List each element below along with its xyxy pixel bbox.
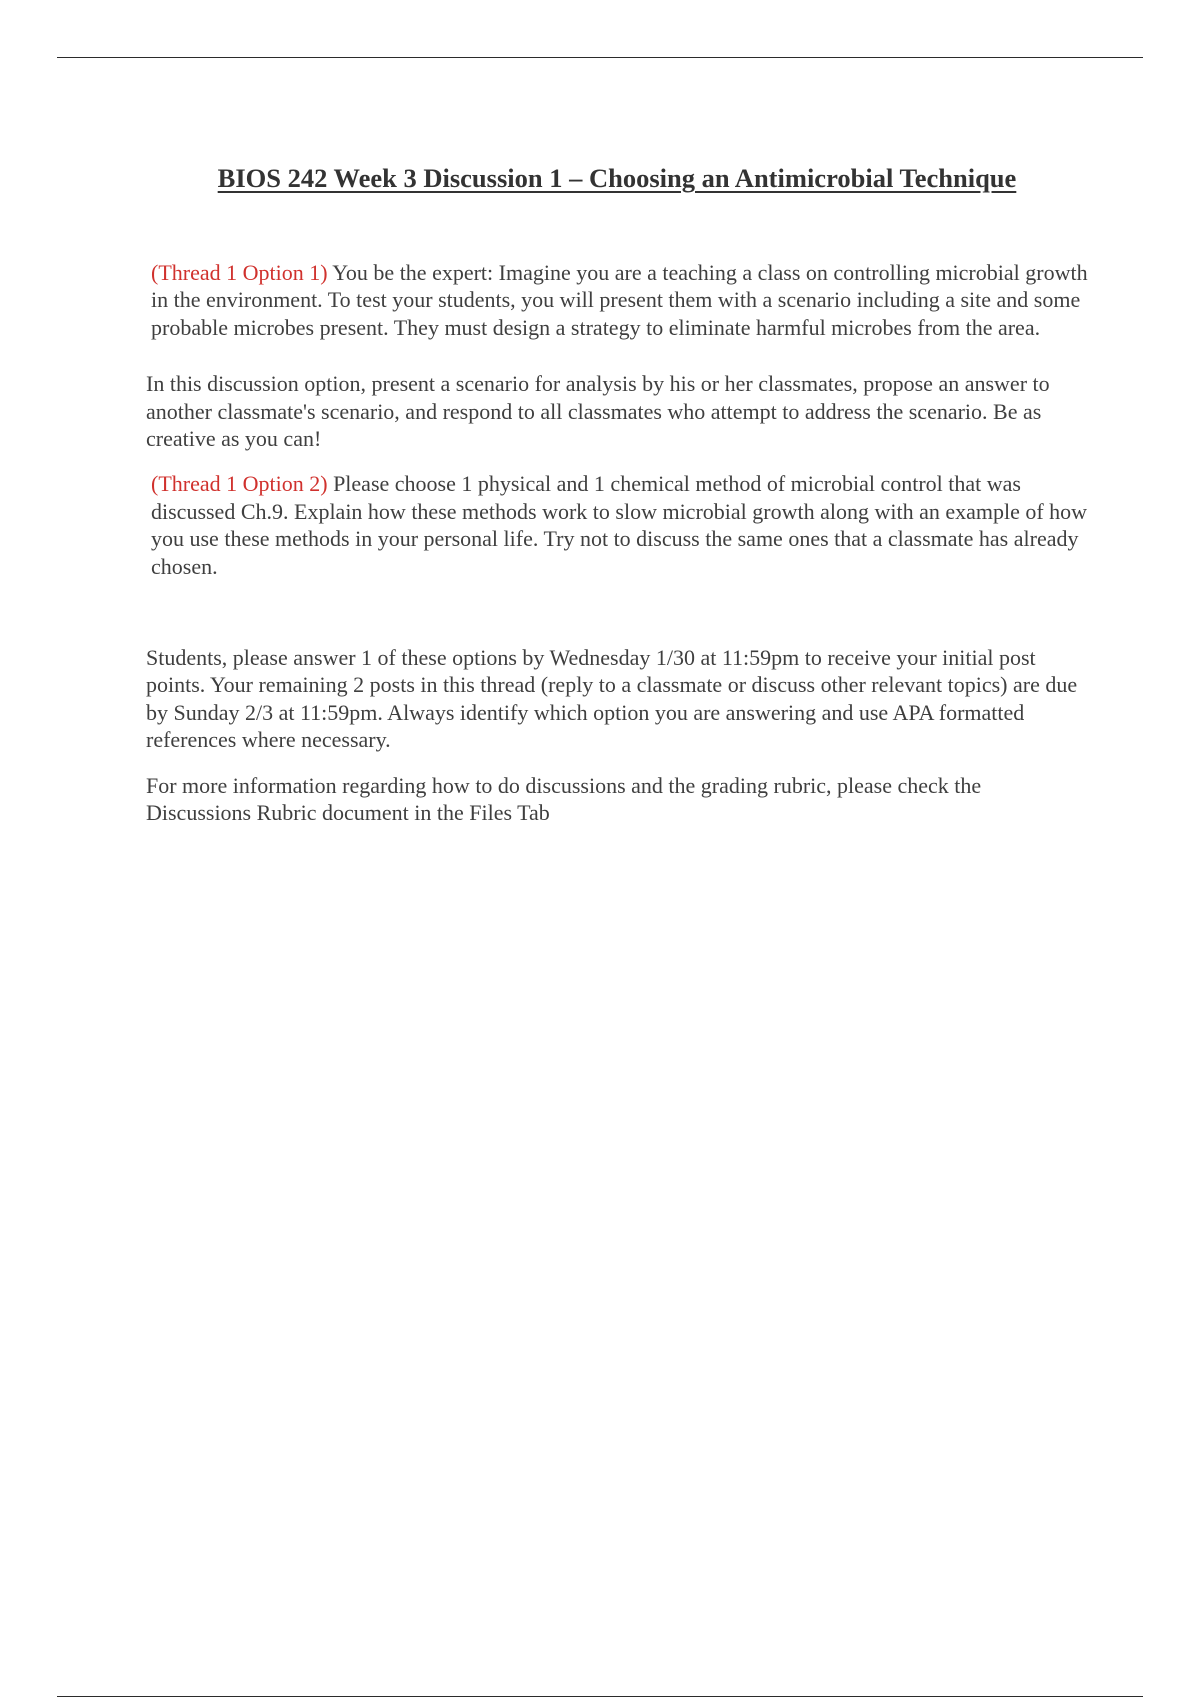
option-1-label: (Thread 1 Option 1) [151, 260, 328, 285]
page-title: BIOS 242 Week 3 Discussion 1 – Choosing an Antimicrobial Technique [217, 163, 1017, 193]
option-1-text: You be the expert: Imagine you are a teaching a class on controlling microbial growth in the environment. To test your students, you will present them with a scenario including a site and some probable microbes present. They must design a strategy to eliminate harmful microbes from the area. [151, 260, 1088, 340]
bottom-rule [57, 1696, 1143, 1697]
more-info-paragraph: For more information regarding how to do discussions and the grading rubric, please check the Discussions Rubric document in the Files Tab [146, 772, 982, 826]
students-instructions-paragraph: Students, please answer 1 of these options by Wednesday 1/30 at 11:59pm to receive your initial post points. Your remaining 2 posts in this thread (reply to a classmate or discuss other relevant topics) are due by Sunday 2/3 at 11:59pm. Always identify which option you are answering and use APA formatted references where necessary. [146, 645, 1078, 753]
discussion-option-paragraph: In this discussion option, present a scenario for analysis by his or her classmates, propose an answer to another classmate's scenario, and respond to all classmates who attempt to address the scenario. Be as creative as you can! [146, 371, 1050, 452]
option-2-paragraph [146, 470, 1091, 580]
option-2-text: Please choose 1 physical and 1 chemical method of microbial control that was discussed Ch.9. Explain how these methods work to slow microbial growth along with an example of how you use these methods in your personal life. Try not to discuss the same ones that a classmate has already chosen. [151, 471, 1088, 579]
option-1-paragraph [146, 259, 1091, 341]
document-body [146, 259, 1091, 827]
top-rule [57, 57, 1143, 58]
option-2-label: (Thread 1 Option 2) [151, 471, 328, 497]
